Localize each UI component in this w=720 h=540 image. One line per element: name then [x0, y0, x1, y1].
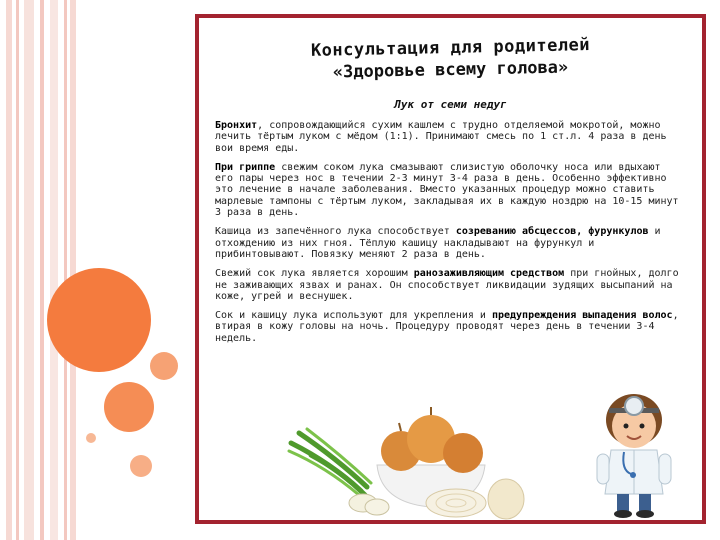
paragraph-wound [215, 268, 682, 302]
onion-bowl-icon [281, 403, 531, 521]
consultation-card [195, 14, 706, 524]
paragraph-text: свежим соком лука смазывают слизистую оболочку носа или вдыхают его пары через нос в течении 2-3 минут 3-4 раза в день. Особенно эффективно это лечение в начале заболевания. Вместо указанных процедур можно ставить марлевые тампоны с тёртым луком, закладывая их в каждую ноздрю на 10-15 минут 3 раза в день. [215, 161, 679, 219]
article-body [215, 120, 682, 352]
paragraph-bold: Бронхит [215, 120, 258, 131]
decorative-stripes [0, 0, 80, 540]
section-subtitle: Лук от семи недуг [394, 98, 507, 111]
paragraph-text: и отхождению из них гноя. Тёплую кашицу накладывают на фурункул и прибинтовывают. Повязку меняют 2 раза в день. [215, 226, 661, 260]
paragraph-bold: предупреждения выпадения волос [491, 310, 673, 322]
orange-circle [104, 382, 154, 432]
doctor-icon [589, 386, 679, 520]
orange-circle [150, 352, 178, 380]
paragraph-text: при гнойных, долго не заживающих язвах и ранах. Он способствует ликвидации зудящих высыпаний на коже, угрей и веснушек. [215, 268, 679, 302]
stripe [24, 0, 34, 540]
stripe [70, 0, 76, 540]
paragraph-flu [215, 162, 682, 218]
orange-circle [86, 433, 96, 443]
paragraph-text: Сок и кашицу лука используют для укрепления и [215, 310, 492, 322]
paragraph-hair [215, 310, 682, 344]
stripe [6, 0, 12, 540]
stripe [50, 0, 58, 540]
stripe [16, 0, 19, 540]
paragraph-abscess [215, 226, 682, 260]
stripe [40, 0, 44, 540]
paragraph-text: Свежий сок лука является хорошим [215, 268, 414, 280]
paragraph-text: , втирая в кожу головы на ночь. Процедуру проводят через день в течении 3-4 недель. [215, 310, 679, 344]
large-orange-circle [47, 268, 151, 372]
page-title-quote: «Здоровье всему голова» [332, 57, 569, 83]
orange-circle [130, 455, 152, 477]
paragraph-bold: При гриппе [215, 161, 276, 173]
paragraph-bold: созреванию абсцессов, фурункулов [455, 226, 649, 238]
paragraph-text: Кашица из запечённого лука способствует [215, 226, 456, 238]
stripe [64, 0, 67, 540]
page-title: Консультация для родителей [310, 35, 591, 61]
paragraph-bold: ранозаживляющим средством [413, 268, 565, 280]
paragraph-text: , сопровождающийся сухим кашлем с трудно отделяемой мокротой, можно лечить тёртым луком с мёдом (1:1). Принимают смесь по 1 ст.л. 4 раза в день вои время еды. [215, 120, 667, 154]
paragraph-bronchitis [215, 120, 682, 154]
